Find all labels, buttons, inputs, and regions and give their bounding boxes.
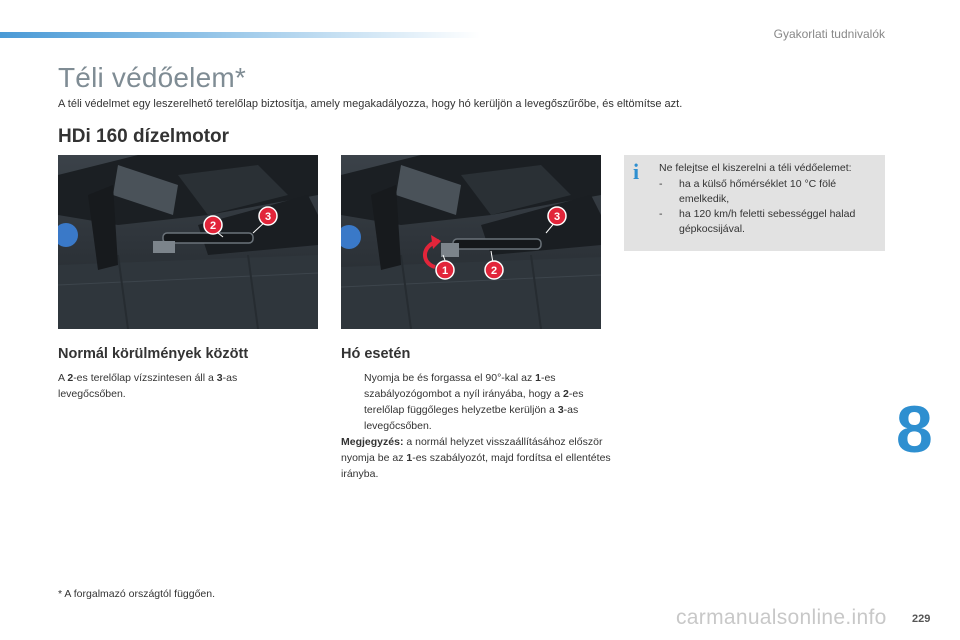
text-run: a normál helyzet visszaállításához először nyomja be az (341, 436, 603, 464)
info-list-item (659, 207, 869, 237)
normal-conditions-text (58, 370, 298, 402)
part-number: 3 (557, 404, 564, 416)
part-number: 1 (406, 452, 413, 464)
part-number: 1 (535, 372, 541, 384)
info-box (624, 155, 885, 251)
footnote: * A forgalmazó országtól függően. (58, 588, 216, 600)
text-run: A (58, 372, 68, 384)
callout-label: 2 (209, 220, 217, 232)
part-number: 3 (216, 372, 223, 384)
info-lead: Ne felejtse el kiszerelni a téli védőelemet: (659, 162, 852, 174)
snow-note (341, 434, 611, 482)
part-number: 2 (67, 372, 74, 384)
info-item-text: ha a külső hőmérséklet 10 °C fölé emelkedik, (679, 178, 837, 205)
text-run: -es szabályozógombot a nyíl irányába, hogy a (364, 372, 564, 400)
part-number: 2 (563, 388, 569, 400)
text-run: -as levegőcsőben. (58, 372, 238, 400)
snow-heading: Hó esetén (341, 346, 411, 362)
text-run: -es terelőlap függőleges helyzetbe kerüljön a (364, 388, 584, 416)
text-run: -es terelőlap vízszintesen áll a (73, 372, 217, 384)
engine-photo-snow (341, 155, 601, 329)
callout-label: 2 (490, 265, 498, 277)
text-run: -as levegőcsőben. (364, 404, 579, 432)
chapter-number: 8 (896, 392, 933, 466)
text-run: Nyomja be és forgassa el 90°-kal az (364, 372, 536, 384)
header-accent-bar (0, 32, 480, 38)
info-item-text: ha 120 km/h feletti sebességgel halad gépkocsijával. (679, 208, 856, 235)
engine-subtitle: HDi 160 dízelmotor (58, 126, 230, 147)
callout-label: 3 (553, 211, 561, 223)
note-label: Megjegyzés: (341, 436, 404, 448)
watermark: carmanualsonline.info (676, 606, 887, 629)
list-dash: - (659, 178, 663, 190)
page-title: Téli védőelem* (58, 62, 246, 93)
snow-instruction (341, 370, 601, 434)
engine-photo-normal (58, 155, 318, 329)
section-header: Gyakorlati tudnivalók (773, 27, 885, 41)
normal-conditions-heading: Normál körülmények között (58, 346, 249, 362)
info-list-item (659, 177, 869, 207)
callout-label: 3 (264, 211, 272, 223)
info-icon: i (633, 159, 640, 184)
text-run: -es szabályozót, majd fordítsa el ellentétes irányba. (341, 452, 611, 480)
list-dash: - (659, 208, 663, 220)
page-number: 229 (912, 613, 931, 625)
callout-label: 1 (441, 265, 449, 277)
intro-text: A téli védelmet egy leszerelhető terelőlap biztosítja, amely megakadályozza, hogy hó kerüljön a levegőszűrőbe, és eltömítse azt. (58, 98, 683, 110)
